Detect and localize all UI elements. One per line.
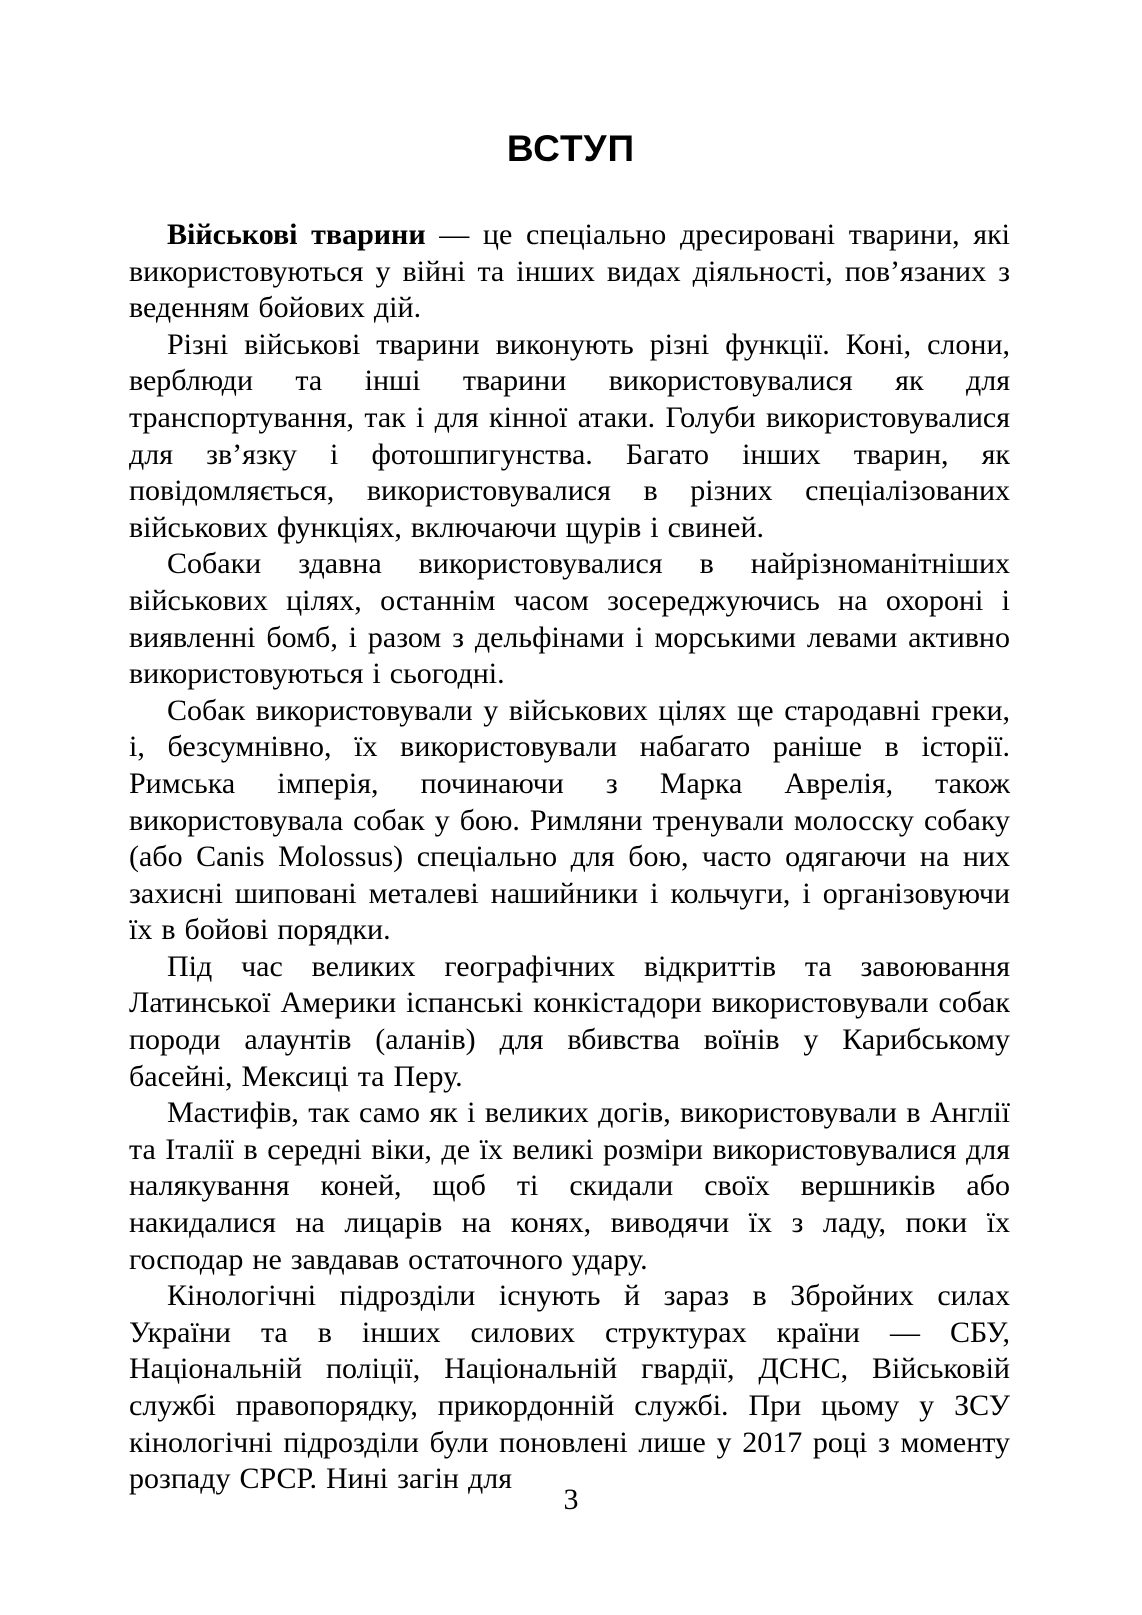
paragraph-conquistadors: Під час великих географічних відкриттів та завоювання Латинської Америки іспанські конкістадори використовували собак породи алаунтів (аланів) для вбивства воїнів у Карибському басейні, Мексиці та Перу. [129,949,1010,1093]
paragraph-mastiffs: Мастифів, так само як і великих догів, використовували в Англії та Італії в середні віки, де їх великі розміри використовувалися для налякування коней, щоб ті скидали своїх вершників або накидалися на лицарів на конях, виводячи їх з ладу, поки їх господар не завдавав остаточного удару. [129,1096,1010,1276]
paragraph-functions: Різні військові тварини виконують різні функції. Коні, слони, верблюди та інші тварини використовувалися як для транспортування, так і для кінної атаки. Голуби використовувалися для зв’язку і фотошпигунства. Багато інших тварин, як повідомляється, використовувалися в різних спеціалізованих військових функціях, включаючи щурів і свиней. [129,327,1010,544]
paragraph-greeks-romans: Собак використовували у військових цілях ще стародавні греки, і, безсумнівно, їх використовували набагато раніше в історії. Римська імперія, починаючи з Марка Аврелія, також використовувала собак у бою. Римляни тренували молосску собаку (або Canis Molossus) спеціально для бою, часто одягаючи на них захисні шиповані металеві нашийники і кольчуги, і організовуючи їх в бойові порядки. [129,693,1010,947]
paragraph-dogs-history: Собаки здавна використовувалися в найрізноманітніших військових цілях, останнім часом зосереджуючись на охороні і виявленні бомб, і разом з дельфінами і морськими левами активно використовуються і сьогодні. [129,547,1010,691]
page-title: ВСТУП [506,128,636,169]
page-number: 3 [563,1483,579,1516]
document-body [129,217,1010,1498]
paragraph-cynology-units: Кінологічні підрозділи існують й зараз в Збройних силах України та в інших силових структурах країни — СБУ, Національній поліції, Національній гвардії, ДСНС, Військовій службі правопорядку, прикордонній службі. При цьому у ЗСУ кінологічні підрозділи були поновлені лише у 2017 році з моменту розпаду СРСР. Нині загін для [129,1279,1010,1496]
paragraph-lead-bold: Військові тварини [167,218,426,251]
paragraph-intro-definition [129,217,1010,327]
paragraph-text: — це спеціально дресировані тварини, які використовуються у війні та інших видах діяльності, пов’язаних з веденням бойових дій. [129,218,1010,325]
